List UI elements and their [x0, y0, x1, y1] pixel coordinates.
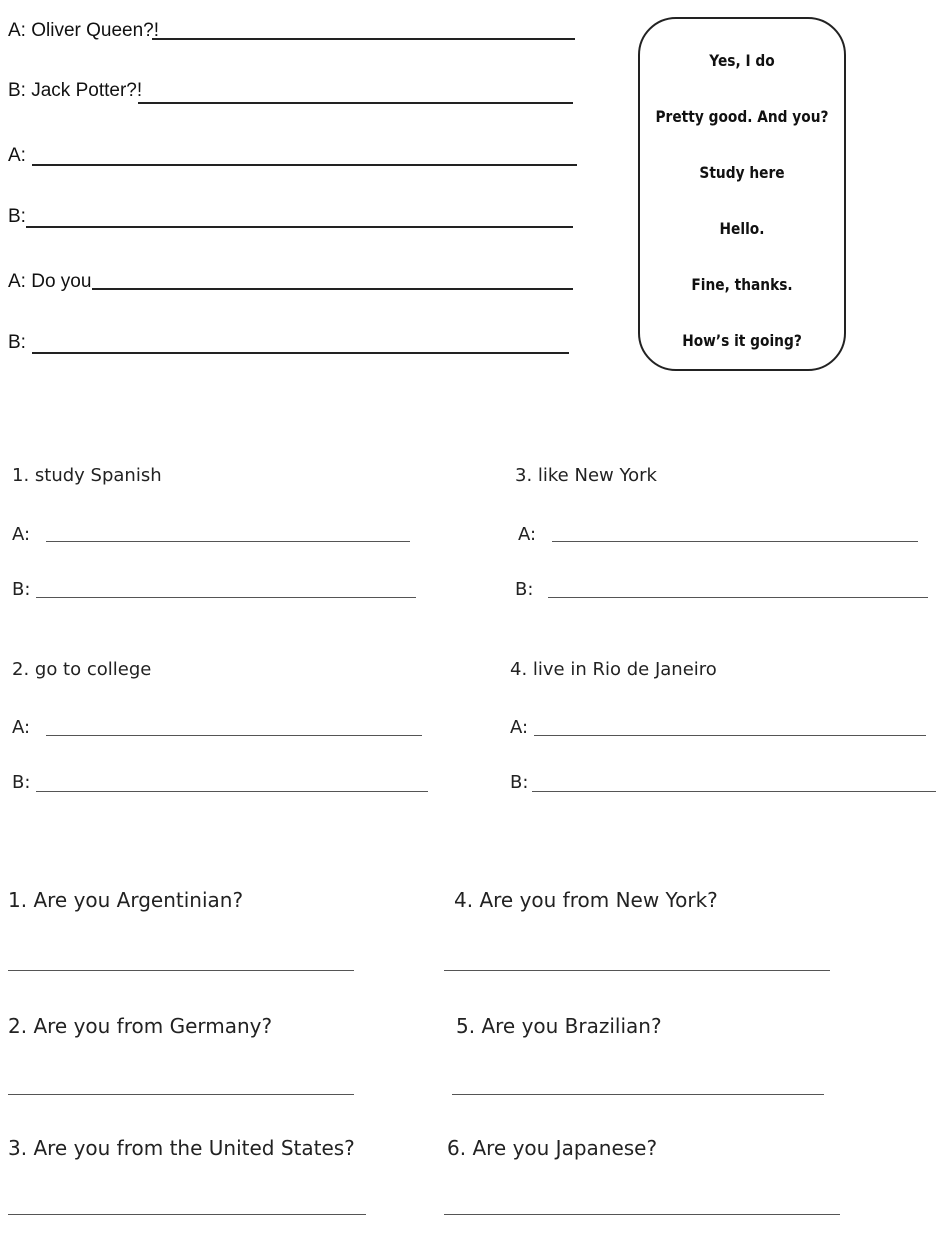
- word-box-item: Study here: [699, 163, 785, 182]
- exercise-2-item-title: 2. go to college: [12, 659, 152, 680]
- answer-label-a: A:: [510, 717, 529, 738]
- answer-blank[interactable]: [8, 1214, 366, 1215]
- exercise-3-question: 2. Are you from Germany?: [8, 1014, 273, 1038]
- dialogue-line-2-blank[interactable]: [138, 102, 573, 104]
- word-box-item: Hello.: [719, 219, 765, 238]
- exercise-3-question: 1. Are you Argentinian?: [8, 888, 244, 912]
- exercise-2-item-title: 1. study Spanish: [12, 465, 162, 486]
- answer-blank[interactable]: [36, 597, 416, 598]
- answer-blank[interactable]: [36, 791, 428, 792]
- answer-blank[interactable]: [8, 970, 354, 971]
- exercise-3-question: 4. Are you from New York?: [454, 888, 718, 912]
- answer-label-a: A:: [12, 717, 31, 738]
- word-box-item: How’s it going?: [682, 331, 802, 350]
- answer-label-b: B:: [515, 579, 534, 600]
- dialogue-line-1-prefix: A: Oliver Queen?!: [8, 20, 160, 41]
- exercise-2-item-title: 3. like New York: [515, 465, 657, 486]
- dialogue-line-4-blank[interactable]: [26, 226, 573, 228]
- word-box-item: Fine, thanks.: [691, 275, 793, 294]
- answer-label-b: B:: [510, 772, 529, 793]
- dialogue-line-2-prefix: B: Jack Potter?!: [8, 80, 143, 101]
- exercise-3-question: 6. Are you Japanese?: [447, 1136, 658, 1160]
- answer-blank[interactable]: [444, 1214, 840, 1215]
- answer-blank[interactable]: [552, 541, 918, 542]
- answer-blank[interactable]: [452, 1094, 824, 1095]
- answer-blank[interactable]: [532, 791, 936, 792]
- dialogue-line-6-blank[interactable]: [32, 352, 569, 354]
- answer-blank[interactable]: [548, 597, 928, 598]
- answer-blank[interactable]: [444, 970, 830, 971]
- exercise-3-question: 3. Are you from the United States?: [8, 1136, 355, 1160]
- answer-label-b: B:: [12, 772, 31, 793]
- dialogue-line-5-prefix: A: Do you: [8, 271, 92, 292]
- answer-blank[interactable]: [534, 735, 926, 736]
- dialogue-line-4-prefix: B:: [8, 206, 26, 227]
- exercise-3-question: 5. Are you Brazilian?: [456, 1014, 662, 1038]
- dialogue-line-5-blank[interactable]: [92, 288, 573, 290]
- dialogue-line-3-blank[interactable]: [32, 164, 577, 166]
- answer-label-b: B:: [12, 579, 31, 600]
- answer-label-a: A:: [12, 524, 31, 545]
- dialogue-line-6-prefix: B:: [8, 332, 26, 353]
- word-box-item: Yes, I do: [709, 51, 775, 70]
- word-box: [638, 17, 846, 371]
- dialogue-line-3-prefix: A:: [8, 145, 26, 166]
- answer-blank[interactable]: [46, 735, 422, 736]
- answer-blank[interactable]: [8, 1094, 354, 1095]
- answer-blank[interactable]: [46, 541, 410, 542]
- dialogue-line-1-blank[interactable]: [152, 38, 575, 40]
- word-box-item: Pretty good. And you?: [655, 107, 829, 126]
- exercise-2-item-title: 4. live in Rio de Janeiro: [510, 659, 717, 680]
- answer-label-a: A:: [518, 524, 537, 545]
